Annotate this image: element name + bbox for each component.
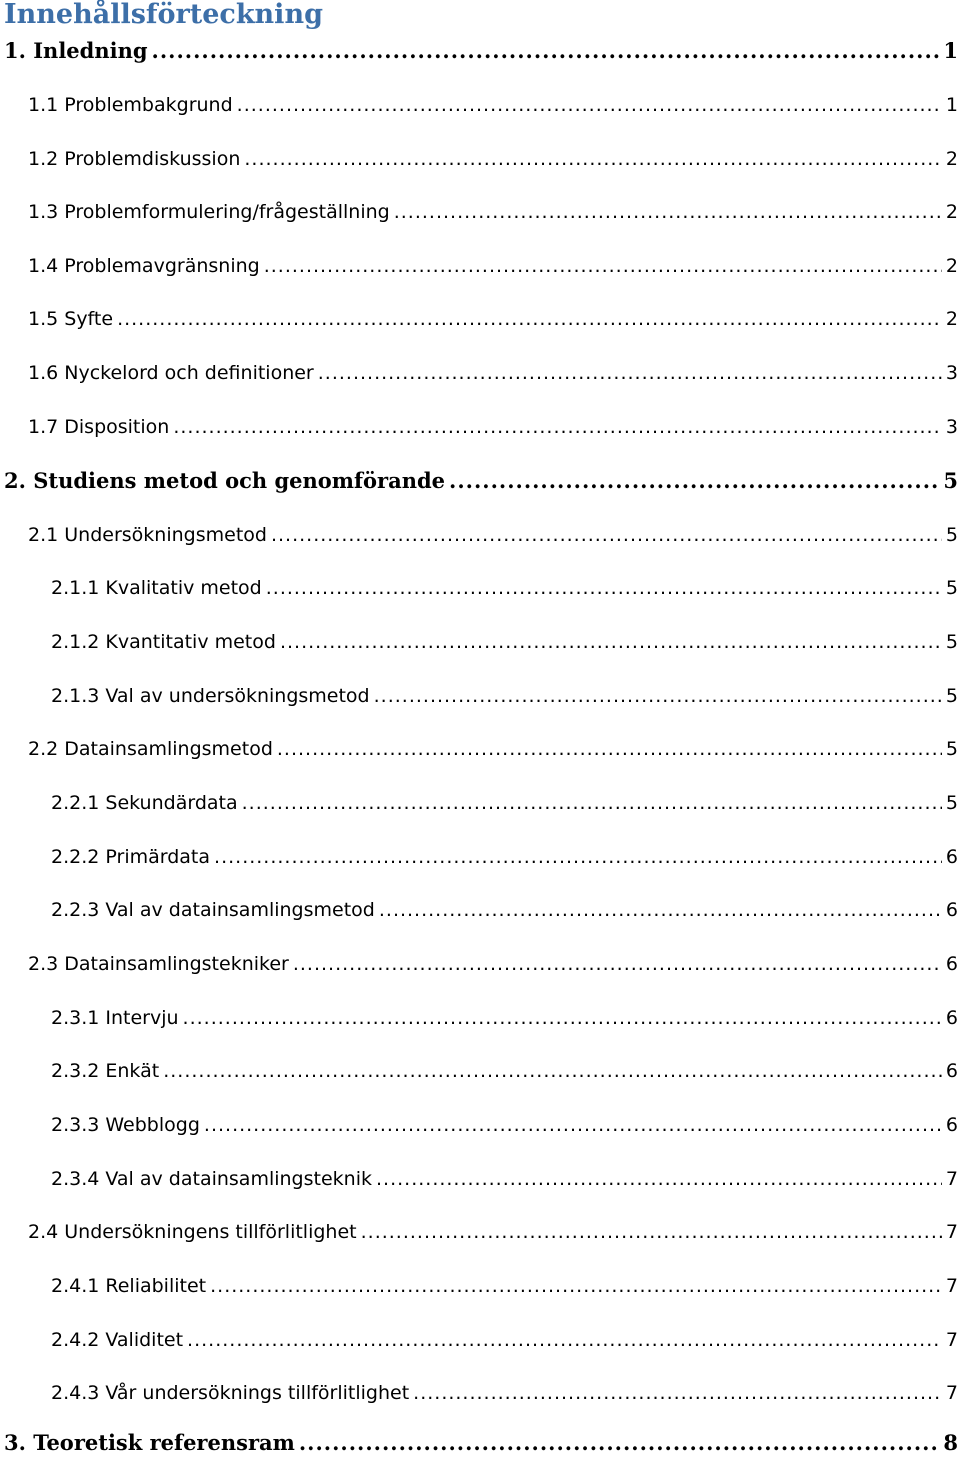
toc-entry[interactable] [28,197,958,227]
toc-page-number: 5 [945,577,958,599]
toc-page-number: 6 [945,1114,958,1136]
toc-page-number: 1 [943,38,958,63]
toc-leader [163,1056,942,1086]
toc-leader [293,949,942,979]
toc-page-number: 5 [945,631,958,653]
toc-leader [271,520,942,550]
toc-leader [173,412,942,442]
toc-leader [449,466,939,496]
toc-entry[interactable] [51,681,958,711]
toc-leader [361,1217,942,1247]
toc-entry[interactable] [28,90,958,120]
toc-entry[interactable] [51,895,958,925]
toc-leader [204,1110,942,1140]
toc-entry[interactable] [28,304,958,334]
toc-entry-label: 2.4.3 Vår undersöknings tillförlitlighet [51,1382,410,1404]
toc-leader [379,895,942,925]
toc-page-number: 5 [945,738,958,760]
toc-entry[interactable] [28,412,958,442]
toc-page-number: 6 [945,1007,958,1029]
toc-leader [266,573,942,603]
toc-entry[interactable] [4,466,958,496]
toc-entry[interactable] [4,1428,958,1458]
toc-page-number: 6 [945,899,958,921]
toc-page-number: 2 [945,201,958,223]
toc-leader [277,734,942,764]
toc-leader [318,358,942,388]
toc-page-number: 5 [945,685,958,707]
toc-page-number: 7 [945,1382,958,1404]
toc-entry[interactable] [28,734,958,764]
toc-entry[interactable] [28,520,958,550]
toc-entry-label: 2. Studiens metod och genomförande [4,468,446,493]
toc-page-number: 5 [945,524,958,546]
toc-entry[interactable] [51,1271,958,1301]
toc-entry-label: 2.1.3 Val av undersökningsmetod [51,685,370,707]
toc-entry-label: 1.6 Nyckelord och definitioner [28,362,314,384]
toc-page-number: 2 [945,148,958,170]
toc-entry[interactable] [51,1003,958,1033]
toc-entry-label: 2.1.1 Kvalitativ metod [51,577,262,599]
toc-entry-label: 2.2.2 Primärdata [51,846,211,868]
toc-entry[interactable] [51,788,958,818]
toc-entry[interactable] [51,842,958,872]
toc-leader [152,36,940,66]
toc-leader [242,788,942,818]
toc-entry[interactable] [51,1325,958,1355]
toc-entry-label: 1. Inledning [4,38,148,63]
toc-leader [187,1325,942,1355]
toc-entry-label: 1.3 Problemformulering/frågeställning [28,201,390,223]
toc-entry-label: 2.3.3 Webblogg [51,1114,200,1136]
toc-entry-label: 2.2 Datainsamlingsmetod [28,738,273,760]
toc-entry-label: 2.4.2 Validitet [51,1329,184,1351]
toc-page-number: 2 [945,308,958,330]
toc-leader [214,842,942,872]
toc-page-number: 7 [945,1221,958,1243]
toc-page-number: 7 [945,1329,958,1351]
toc-leader [210,1271,942,1301]
toc-entry-label: 2.4 Undersökningens tillförlitlighet [28,1221,357,1243]
toc-entry[interactable] [28,1217,958,1247]
toc-entry[interactable] [28,144,958,174]
toc-entry-label: 2.3.4 Val av datainsamlingsteknik [51,1168,372,1190]
toc-entry-label: 2.3 Datainsamlingstekniker [28,953,289,975]
toc-entry-label: 3. Teoretisk referensram [4,1430,295,1455]
toc-leader [280,627,942,657]
toc-page-number: 7 [945,1275,958,1297]
toc-entry[interactable] [51,627,958,657]
toc-entry[interactable] [51,1056,958,1086]
toc-entry[interactable] [51,1110,958,1140]
toc-entry-label: 2.2.1 Sekundärdata [51,792,238,814]
toc-leader [374,681,942,711]
toc-leader [183,1003,942,1033]
toc-entry-label: 2.1 Undersökningsmetod [28,524,267,546]
toc-entry-label: 1.7 Disposition [28,416,170,438]
toc-page-number: 7 [945,1168,958,1190]
toc-leader [264,251,942,281]
toc-page-number: 6 [945,846,958,868]
toc-entry[interactable] [51,1164,958,1194]
toc-page-number: 5 [945,792,958,814]
toc-page-number: 1 [945,94,958,116]
toc-page-number: 3 [945,362,958,384]
toc-leader [413,1378,942,1408]
toc-entry[interactable] [4,36,958,66]
toc-page-number: 2 [945,255,958,277]
toc-entry[interactable] [51,573,958,603]
toc-leader [237,90,942,120]
toc-entry[interactable] [28,358,958,388]
toc-entry-label: 1.2 Problemdiskussion [28,148,241,170]
toc-entry-label: 2.2.3 Val av datainsamlingsmetod [51,899,375,921]
toc-entry[interactable] [28,949,958,979]
toc-title: Innehållsförteckning [4,0,323,30]
toc-entry-label: 1.5 Syfte [28,308,114,330]
toc-page-number: 3 [945,416,958,438]
toc-entry-label: 2.1.2 Kvantitativ metod [51,631,276,653]
toc-entry[interactable] [51,1378,958,1408]
toc-entry-label: 2.4.1 Reliabilitet [51,1275,207,1297]
toc-leader [244,144,942,174]
toc-page-number: 6 [945,1060,958,1082]
toc-entry-label: 1.1 Problembakgrund [28,94,233,116]
toc-page-number: 8 [943,1430,958,1455]
toc-entry-label: 2.3.2 Enkät [51,1060,160,1082]
toc-entry-label: 1.4 Problemavgränsning [28,255,260,277]
toc-leader [394,197,942,227]
toc-leader [299,1428,940,1458]
toc-page-number: 6 [945,953,958,975]
toc-page-number: 5 [943,468,958,493]
toc-entry[interactable] [28,251,958,281]
toc-leader [376,1164,942,1194]
toc-leader [117,304,942,334]
toc-entry-label: 2.3.1 Intervju [51,1007,179,1029]
